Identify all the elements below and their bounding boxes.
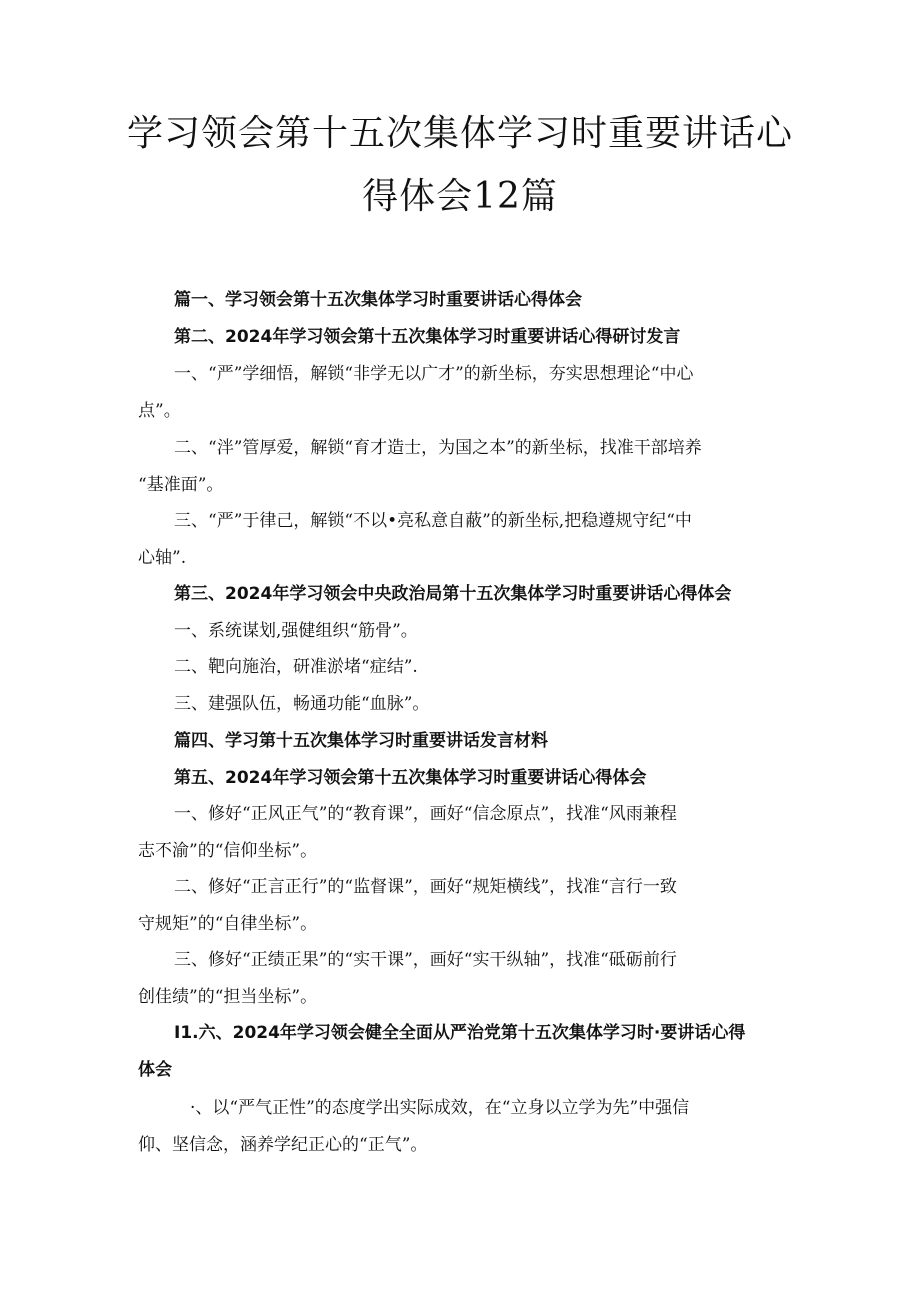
document-title-line-1: 学习领会第十五次集体学习时重要讲话心 xyxy=(126,113,793,154)
toc-subitem: 三、修好“正绩正果”的“实干课”，画好“实干纵轴”，找准“砥砺前行 xyxy=(174,950,677,970)
toc-heading: 篇一、学习领会第十五次集体学习时重要讲话心得体会 xyxy=(174,290,582,310)
toc-subitem-continuation: 守规矩”的“自律坐标”。 xyxy=(138,914,318,934)
toc-subitem-continuation: 心轴”. xyxy=(138,548,187,568)
toc-heading-continuation: 体会 xyxy=(138,1060,172,1080)
toc-subitem-continuation: 志不渝”的“信仰坐标”。 xyxy=(138,841,318,861)
toc-subitem: 三、建强队伍，畅通功能“血脉”。 xyxy=(174,694,430,714)
toc-heading: 第二、2024年学习领会第十五次集体学习时重要讲话心得研讨发言 xyxy=(174,327,681,347)
toc-heading: I1.六、2024年学习领会健全全面从严治党第十五次集体学习时·要讲话心得 xyxy=(174,1023,746,1043)
document-title-line-2: 得体会12篇 xyxy=(362,176,558,217)
toc-subitem: 二、靶向施治，研准淤堵“症结”. xyxy=(174,657,418,677)
toc-subitem: 二、“泮”管厚爱，解锁“育才造士，为国之本”的新坐标，找准干部培养 xyxy=(174,438,702,458)
toc-heading: 第三、2024年学习领会中央政治局第十五次集体学习时重要讲话心得体会 xyxy=(174,584,732,604)
toc-subitem: 一、系统谋划,强健组织“筋骨”。 xyxy=(174,621,418,641)
toc-subitem-continuation: 仰、坚信念，涵养学纪正心的“正气”。 xyxy=(138,1135,428,1155)
toc-subitem-continuation: “基准面”。 xyxy=(138,475,224,495)
toc-subitem: ·、以“严气正性”的态度学出实际成效，在“立身以立学为先”中强信 xyxy=(190,1098,690,1118)
toc-subitem: 三、“严”于律己，解锁“不以•亮私意自蔽”的新坐标,把稳遵规守纪“中 xyxy=(174,511,692,531)
toc-heading: 篇四、学习第十五次集体学习时重要讲话发言材料 xyxy=(174,731,548,751)
toc-subitem: 一、“严”学细悟，解锁“非学无以广才”的新坐标，夯实思想理论“中心 xyxy=(174,364,694,384)
toc-heading: 第五、2024年学习领会第十五次集体学习时重要讲话心得体会 xyxy=(174,768,647,788)
toc-subitem-continuation: 创佳绩”的“担当坐标”。 xyxy=(138,987,318,1007)
toc-subitem-continuation: 点”。 xyxy=(138,401,181,421)
toc-subitem: 一、修好“正风正气”的“教育课”，画好“信念原点”，找准“风雨兼程 xyxy=(174,804,677,824)
toc-subitem: 二、修好“正言正行”的“监督课”，画好“规矩横线”，找准“言行一致 xyxy=(174,877,677,897)
